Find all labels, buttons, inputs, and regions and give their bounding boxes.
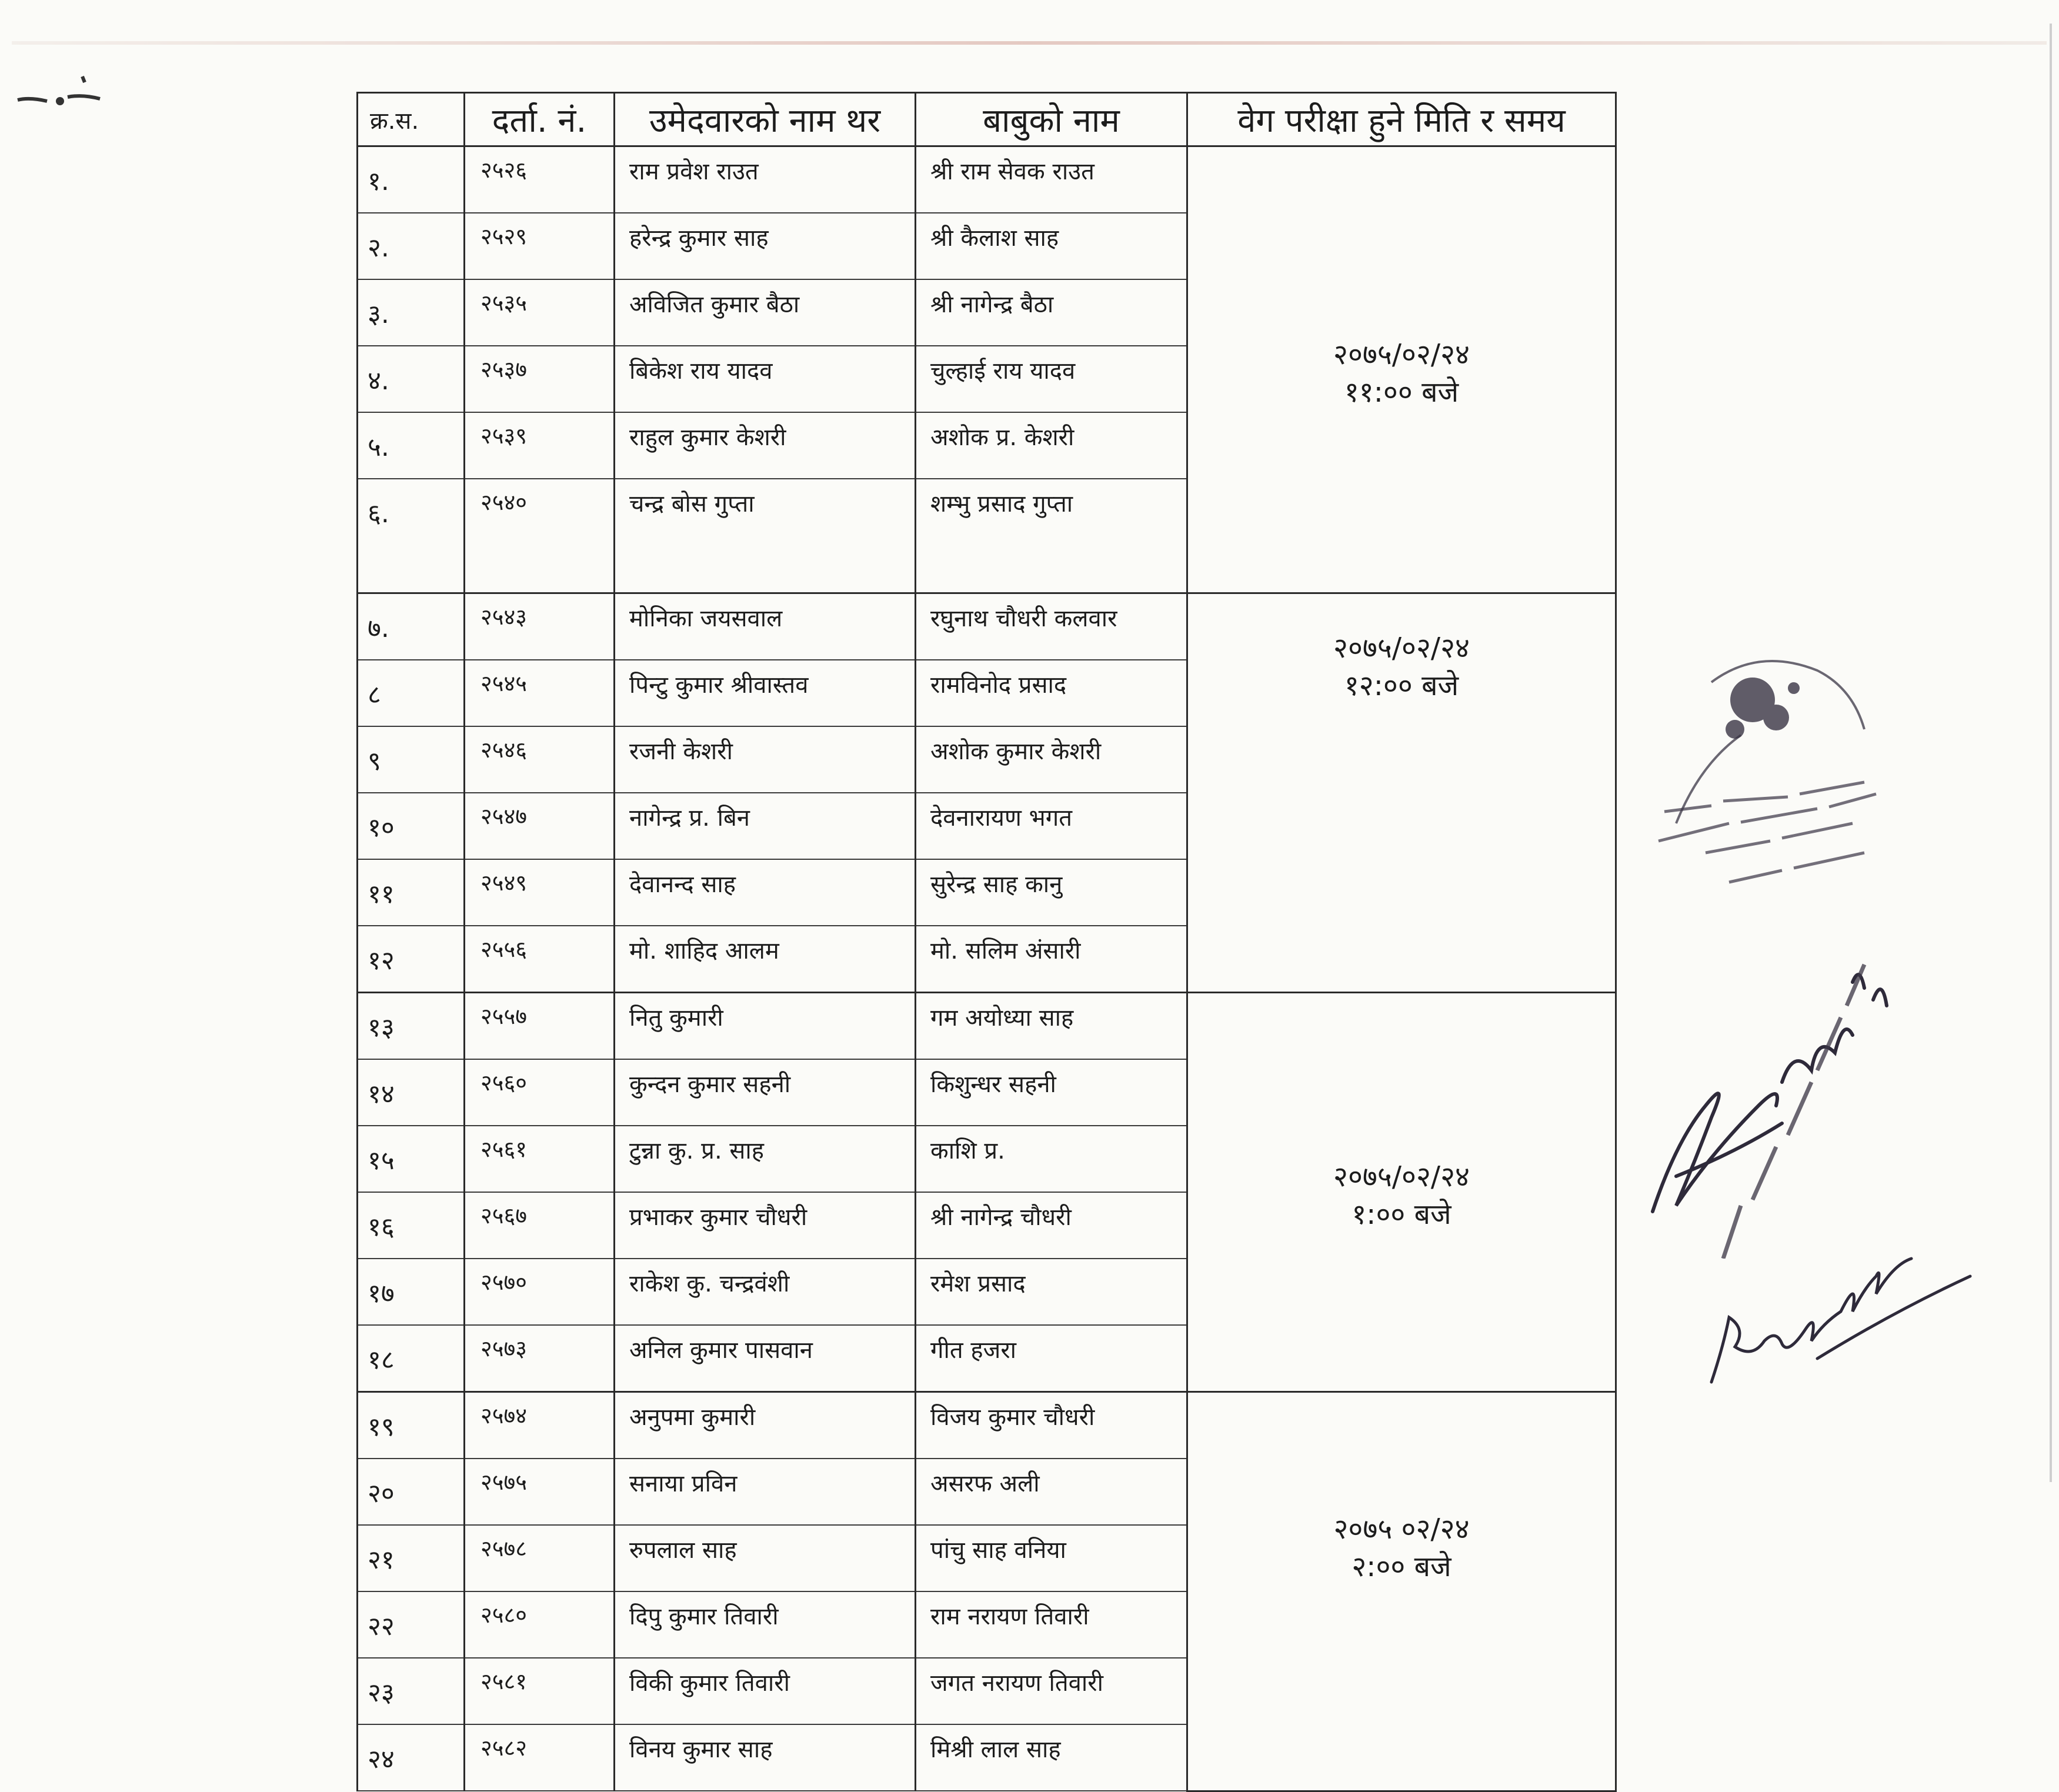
reg-no-cell: २५४३	[465, 593, 615, 660]
slot-date: २०७५/०२/२४	[1333, 1160, 1470, 1193]
exam-slot-4	[1187, 1392, 1616, 1791]
serial-cell: ७.	[358, 593, 465, 660]
serial-cell: ९	[358, 726, 465, 793]
exam-slot-3	[1187, 993, 1616, 1392]
father-name-cell: रामविनोद प्रसाद	[916, 660, 1187, 726]
header-reg-no: दर्ता. नं.	[465, 93, 615, 146]
reg-no-cell: २५७८	[465, 1525, 615, 1591]
candidate-name-cell: अनिल कुमार पासवान	[615, 1325, 916, 1392]
candidate-name-cell: दिपु कुमार तिवारी	[615, 1591, 916, 1658]
reg-no-cell: २५६१	[465, 1126, 615, 1192]
reg-no-cell: २५७५	[465, 1459, 615, 1525]
table-row	[358, 1392, 1616, 1459]
candidate-name-cell: रुपलाल साह	[615, 1525, 916, 1591]
candidate-name-cell: हरेन्द्र कुमार साह	[615, 213, 916, 279]
slot-date: २०७५ ०२/२४	[1333, 1513, 1470, 1546]
candidate-name-cell: विनय कुमार साह	[615, 1724, 916, 1791]
father-name-cell: श्री नागेन्द्र चौधरी	[916, 1192, 1187, 1259]
scan-page-edge	[2050, 24, 2052, 1482]
reg-no-cell: २५४६	[465, 726, 615, 793]
father-name-cell: पांचु साह वनिया	[916, 1525, 1187, 1591]
serial-cell: ५.	[358, 412, 465, 479]
serial-cell: १७	[358, 1259, 465, 1325]
serial-cell: २.	[358, 213, 465, 279]
reg-no-cell: २५८०	[465, 1591, 615, 1658]
serial-cell: ३.	[358, 279, 465, 346]
candidate-name-cell: अविजित कुमार बैठा	[615, 279, 916, 346]
serial-cell: २३	[358, 1658, 465, 1724]
father-name-cell: श्री राम सेवक राउत	[916, 146, 1187, 213]
serial-cell: १३	[358, 993, 465, 1060]
father-name-cell: रमेश प्रसाद	[916, 1259, 1187, 1325]
serial-cell: १.	[358, 146, 465, 213]
reg-no-cell: २५३७	[465, 346, 615, 412]
serial-cell: ६.	[358, 479, 465, 593]
father-name-cell: गीत हजरा	[916, 1325, 1187, 1392]
scan-corner-mark	[12, 65, 118, 118]
scan-artifact-line	[12, 41, 2047, 45]
serial-cell: १४	[358, 1059, 465, 1126]
candidate-name-cell: टुन्ना कु. प्र. साह	[615, 1126, 916, 1192]
candidate-name-cell: नितु कुमारी	[615, 993, 916, 1060]
father-name-cell: गम अयोध्या साह	[916, 993, 1187, 1060]
candidate-name-cell: राहुल कुमार केशरी	[615, 412, 916, 479]
father-name-cell: श्री नागेन्द्र बैठा	[916, 279, 1187, 346]
table-header-row	[358, 93, 1616, 146]
header-candidate-name: उमेदवारको नाम थर	[615, 93, 916, 146]
serial-cell: ८	[358, 660, 465, 726]
table-row	[358, 993, 1616, 1060]
serial-cell: २१	[358, 1525, 465, 1591]
reg-no-cell: २५२९	[465, 213, 615, 279]
serial-cell: २२	[358, 1591, 465, 1658]
candidate-name-cell: नागेन्द्र प्र. बिन	[615, 793, 916, 859]
reg-no-cell: २५४९	[465, 859, 615, 926]
candidate-name-cell: सनाया प्रविन	[615, 1459, 916, 1525]
reg-no-cell: २५४०	[465, 479, 615, 593]
reg-no-cell: २५३५	[465, 279, 615, 346]
reg-no-cell: २५८१	[465, 1658, 615, 1724]
reg-no-cell: २५४७	[465, 793, 615, 859]
father-name-cell: राम नरायण तिवारी	[916, 1591, 1187, 1658]
serial-cell: १५	[358, 1126, 465, 1192]
father-name-cell: देवनारायण भगत	[916, 793, 1187, 859]
candidate-name-cell: मोनिका जयसवाल	[615, 593, 916, 660]
candidate-name-cell: कुन्दन कुमार सहनी	[615, 1059, 916, 1126]
candidate-name-cell: देवानन्द साह	[615, 859, 916, 926]
exam-slot-2	[1187, 593, 1616, 993]
serial-cell: २०	[358, 1459, 465, 1525]
serial-cell: १६	[358, 1192, 465, 1259]
candidate-name-cell: मो. शाहिद आलम	[615, 926, 916, 993]
slot-time: १:०० बजे	[1351, 1198, 1451, 1231]
header-father-name: बाबुको नाम	[916, 93, 1187, 146]
slot-date: २०७५/०२/२४	[1333, 632, 1470, 665]
candidate-name-cell: प्रभाकर कुमार चौधरी	[615, 1192, 916, 1259]
father-name-cell: शम्भु प्रसाद गुप्ता	[916, 479, 1187, 593]
reg-no-cell: २५६०	[465, 1059, 615, 1126]
office-seal	[1641, 647, 1935, 894]
serial-cell: १२	[358, 926, 465, 993]
reg-no-cell: २५३९	[465, 412, 615, 479]
table-row	[358, 146, 1616, 213]
father-name-cell: रघुनाथ चौधरी कलवार	[916, 593, 1187, 660]
father-name-cell: काशि प्र.	[916, 1126, 1187, 1192]
father-name-cell: मिश्री लाल साह	[916, 1724, 1187, 1791]
candidate-name-cell: चन्द्र बोस गुप्ता	[615, 479, 916, 593]
slot-time: १२:०० बजे	[1344, 669, 1459, 702]
father-name-cell: किशुन्धर सहनी	[916, 1059, 1187, 1126]
serial-cell: ४.	[358, 346, 465, 412]
father-name-cell: अशोक प्र. केशरी	[916, 412, 1187, 479]
father-name-cell: सुरेन्द्र साह कानु	[916, 859, 1187, 926]
slot-date: २०७५/०२/२४	[1333, 338, 1470, 371]
header-serial: क्र.स.	[358, 93, 465, 146]
reg-no-cell: २५५७	[465, 993, 615, 1060]
serial-cell: १९	[358, 1392, 465, 1459]
reg-no-cell: २५२६	[465, 146, 615, 213]
candidate-name-cell: विकी कुमार तिवारी	[615, 1658, 916, 1724]
reg-no-cell: २५७०	[465, 1259, 615, 1325]
candidate-name-cell: राम प्रवेश राउत	[615, 146, 916, 213]
slot-time: ११:०० बजे	[1344, 375, 1459, 409]
father-name-cell: असरफ अली	[916, 1459, 1187, 1525]
serial-cell: ११	[358, 859, 465, 926]
table-row	[358, 593, 1616, 660]
father-name-cell: जगत नरायण तिवारी	[916, 1658, 1187, 1724]
header-exam-datetime: वेग परीक्षा हुने मिति र समय	[1187, 93, 1616, 146]
reg-no-cell: २५६७	[465, 1192, 615, 1259]
candidate-name-cell: राकेश कु. चन्द्रवंशी	[615, 1259, 916, 1325]
exam-schedule-table	[356, 92, 1617, 1792]
father-name-cell: विजय कुमार चौधरी	[916, 1392, 1187, 1459]
reg-no-cell: २५७३	[465, 1325, 615, 1392]
reg-no-cell: २५४५	[465, 660, 615, 726]
father-name-cell: मो. सलिम अंसारी	[916, 926, 1187, 993]
candidate-name-cell: बिकेश राय यादव	[615, 346, 916, 412]
official-signature	[1641, 929, 1947, 1259]
serial-cell: १०	[358, 793, 465, 859]
father-name-cell: अशोक कुमार केशरी	[916, 726, 1187, 793]
slot-time: २:०० बजे	[1351, 1550, 1451, 1583]
exam-slot-1	[1187, 146, 1616, 593]
candidate-name-cell: पिन्टु कुमार श्रीवास्तव	[615, 660, 916, 726]
father-name-cell: चुल्हाई राय यादव	[916, 346, 1187, 412]
handwritten-signature	[1700, 1241, 1982, 1394]
father-name-cell: श्री कैलाश साह	[916, 213, 1187, 279]
reg-no-cell: २५५६	[465, 926, 615, 993]
candidate-name-cell: रजनी केशरी	[615, 726, 916, 793]
reg-no-cell: २५७४	[465, 1392, 615, 1459]
serial-cell: १८	[358, 1325, 465, 1392]
candidate-name-cell: अनुपमा कुमारी	[615, 1392, 916, 1459]
serial-cell: २४	[358, 1724, 465, 1791]
reg-no-cell: २५८२	[465, 1724, 615, 1791]
